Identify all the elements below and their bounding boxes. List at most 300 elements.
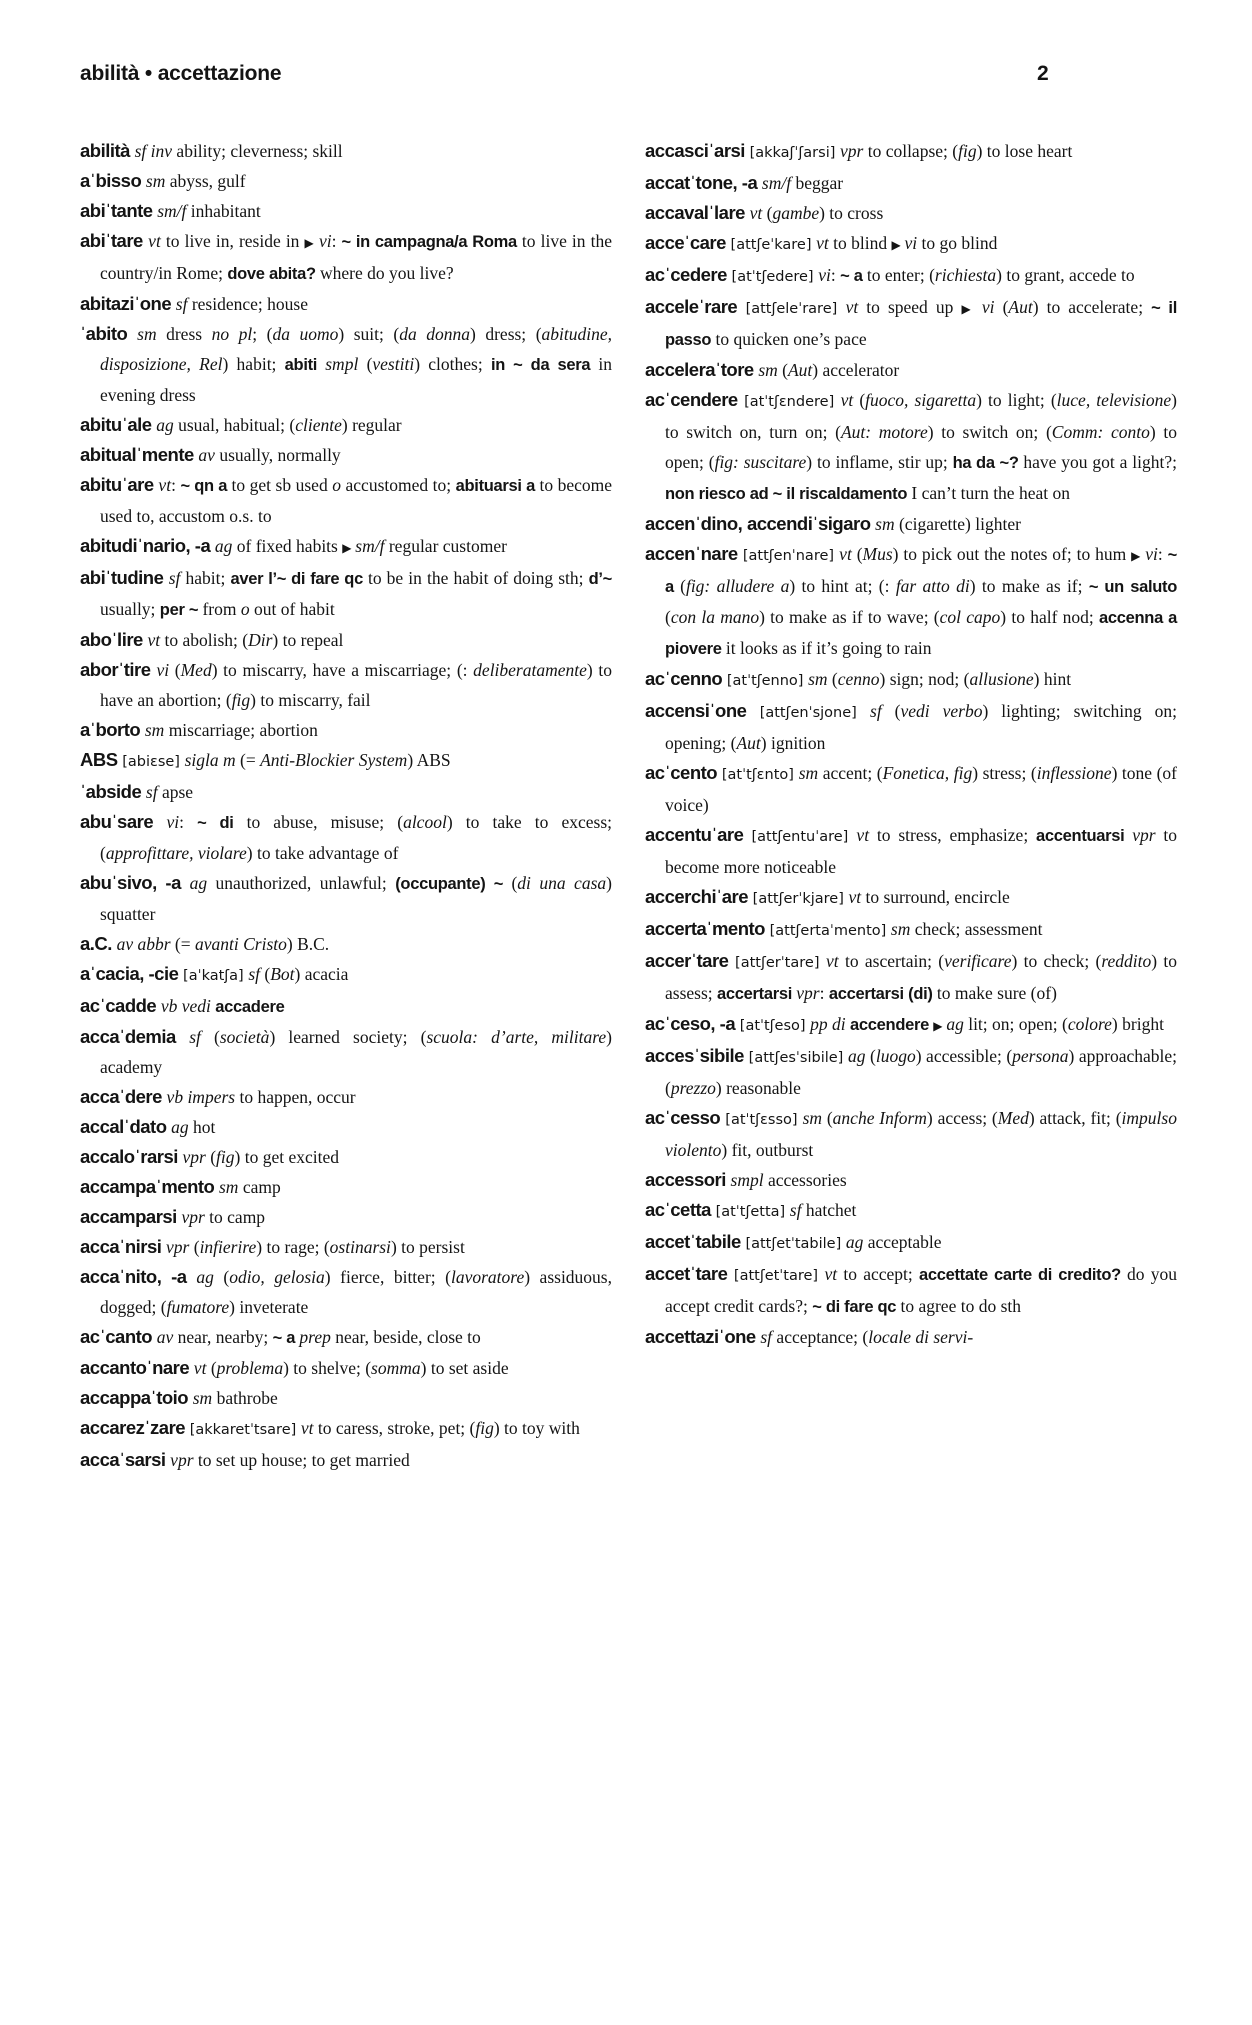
dictionary-entry: [80, 1232, 612, 1262]
italic-label: locale di servi-: [868, 1327, 974, 1347]
text: ) assiduous, dogged; (: [100, 1267, 612, 1317]
italic-label: sm/f: [157, 201, 191, 221]
dictionary-entry: [645, 198, 1177, 228]
italic-label: verificare: [944, 951, 1012, 971]
triangle-icon: ▶: [961, 302, 982, 316]
headword: accaˈnirsi: [80, 1236, 167, 1257]
dictionary-entry: [80, 868, 612, 929]
italic-label: vpr: [166, 1237, 194, 1257]
italic-label: prep: [299, 1327, 336, 1347]
italic-label: vb vedi: [160, 996, 216, 1016]
text: habit;: [185, 568, 231, 588]
bold-phrase: accenna a piovere: [665, 609, 1177, 658]
text: unauthorized, unlawful;: [215, 873, 396, 893]
headword: abitualˈmente: [80, 444, 199, 465]
italic-label: vpr: [181, 1207, 210, 1227]
text: to accept;: [843, 1264, 919, 1284]
text: to camp: [209, 1207, 266, 1227]
dictionary-entry: [80, 563, 612, 625]
phonetic: [attʃerˈkjare]: [752, 891, 849, 907]
text: (cigarette) lighter: [898, 514, 1021, 534]
text: ) academy: [100, 1027, 612, 1077]
italic-label: ostinarsi: [329, 1237, 391, 1257]
text: (: [210, 1147, 217, 1167]
text: beggar: [795, 173, 844, 193]
bold-phrase: accentuarsi: [1036, 827, 1133, 845]
bold-phrase: ~ il passo: [665, 299, 1177, 349]
text: to surround, encircle: [865, 887, 1010, 907]
text: residence; house: [191, 294, 308, 314]
text: to be in the habit of doing sth;: [367, 568, 589, 588]
text: to quicken one’s pace: [715, 329, 867, 349]
text: :: [830, 265, 841, 285]
dictionary-entry: [645, 168, 1177, 198]
italic-label: col capo: [939, 607, 1001, 627]
dictionary-entry: [80, 1142, 612, 1172]
text: ) to rage; (: [256, 1237, 330, 1257]
italic-label: fig: [958, 141, 977, 161]
italic-label: colore: [1067, 1014, 1112, 1034]
text: do you accept credit cards?;: [665, 1264, 1178, 1316]
italic-label: sf: [145, 782, 162, 802]
triangle-icon: ▶: [891, 238, 905, 252]
bold-phrase: accadere: [215, 998, 285, 1016]
dictionary-entry: [80, 289, 612, 319]
dictionary-entry: [80, 1082, 612, 1112]
text: usual, habitual; (: [178, 415, 296, 435]
text: regular customer: [388, 536, 507, 556]
text: ability; cleverness; skill: [176, 141, 343, 161]
text: ) to inflame, stir up;: [806, 452, 953, 472]
text: to blind: [833, 233, 892, 253]
headword: accaˈdemia: [80, 1026, 190, 1047]
phonetic: [attʃesˈsibile]: [748, 1050, 849, 1066]
italic-label: Bot: [270, 964, 295, 984]
dictionary-entry: [645, 1165, 1177, 1195]
text: ) accelerator: [812, 360, 900, 380]
text: acceptance; (: [776, 1327, 869, 1347]
italic-label: sf: [189, 1027, 215, 1047]
headword: abituˈale: [80, 414, 157, 435]
dictionary-entry: [80, 1445, 612, 1475]
italic-label: allusione: [969, 669, 1034, 689]
text: (: [193, 1237, 200, 1257]
italic-label: vi: [318, 231, 332, 251]
text: ) tone (of voice): [665, 763, 1178, 815]
text: ) to make as if;: [969, 576, 1089, 596]
text: to become used to, accustom o.s. to: [100, 475, 612, 526]
italic-label: reddito: [1101, 951, 1152, 971]
phonetic: [attʃerˈtare]: [735, 955, 827, 971]
phonetic: [akkaʃˈʃarsi]: [749, 145, 840, 161]
triangle-icon: ▶: [342, 541, 356, 555]
bold-phrase: accertarsi: [717, 985, 797, 1003]
text: (: [831, 669, 838, 689]
text: ) acacia: [294, 964, 349, 984]
italic-label: di una casa: [517, 873, 607, 893]
phonetic: [attʃenˈsjone]: [759, 705, 871, 721]
text: ) to repeal: [272, 630, 344, 650]
headword: acceˈcare: [645, 232, 731, 253]
text: abyss, gulf: [169, 171, 246, 191]
italic-label: vt: [300, 1418, 318, 1438]
text: (: [366, 354, 373, 374]
text: dress: [166, 324, 212, 344]
bold-phrase: non riesco ad ~ il riscaldamento: [665, 485, 912, 503]
italic-label: vedi verbo: [900, 701, 983, 721]
headword: acˈcento: [645, 762, 722, 783]
text: (: [859, 390, 866, 410]
text: lit; on; open; (: [968, 1014, 1068, 1034]
bold-phrase: ~ a: [840, 267, 867, 285]
headword: accaˈdere: [80, 1086, 167, 1107]
dictionary-entry: [80, 1262, 612, 1322]
text: (: [870, 1046, 876, 1066]
text: to abuse, misuse; (: [246, 812, 404, 832]
dictionary-entry: [645, 664, 1177, 696]
italic-label: sm: [798, 763, 823, 783]
italic-label: sm: [137, 324, 167, 344]
text: ) to grant, accede to: [996, 265, 1135, 285]
phonetic: [attʃetˈtabile]: [745, 1236, 846, 1252]
text: to caress, stroke, pet; (: [317, 1418, 476, 1438]
text: (: [264, 964, 271, 984]
text: (: [511, 873, 518, 893]
dictionary-entry: [645, 1322, 1177, 1352]
triangle-icon: ▶: [1131, 549, 1146, 563]
text: ) dress; (: [470, 324, 542, 344]
italic-label: pp di: [810, 1014, 851, 1034]
headword: accentuˈare: [645, 824, 752, 845]
text: ) to miscarry, fail: [250, 690, 371, 710]
column-right: [645, 136, 1177, 1475]
text: ) to set aside: [420, 1358, 509, 1378]
headword: abituˈare: [80, 474, 159, 495]
text: near, nearby;: [177, 1327, 273, 1347]
italic-label: ag: [156, 415, 179, 435]
headword: abuˈsare: [80, 811, 167, 832]
text: ) regular: [341, 415, 402, 435]
text: ) fierce, bitter; (: [324, 1267, 451, 1287]
text: :: [179, 812, 198, 832]
bold-phrase: accendere: [850, 1016, 934, 1034]
bold-phrase: abiti: [284, 356, 326, 374]
headword: accettaziˈone: [645, 1326, 761, 1347]
headword: accerchiˈare: [645, 886, 753, 907]
italic-label: richiesta: [934, 265, 997, 285]
italic-label: vt: [147, 630, 165, 650]
dictionary-entry: [645, 946, 1177, 1009]
text: ) ignition: [760, 733, 826, 753]
italic-label: fig: [231, 690, 251, 710]
italic-label: luce, televisione: [1056, 390, 1172, 410]
text: ; (: [252, 324, 273, 344]
text: accessories: [767, 1170, 847, 1190]
text: accustomed to;: [345, 475, 456, 495]
phonetic: [atˈtʃeso]: [739, 1018, 811, 1034]
headword: ˈabito: [80, 323, 138, 344]
headword: a.C.: [80, 933, 117, 954]
headword: abitudiˈnario, -a: [80, 535, 215, 556]
headword: abiˈtare: [80, 230, 149, 251]
italic-label: vt: [856, 825, 877, 845]
headword: accantoˈnare: [80, 1357, 194, 1378]
text: ) to cross: [819, 203, 884, 223]
text: from: [202, 599, 241, 619]
italic-label: vpr: [170, 1450, 198, 1470]
text: it looks as if it’s going to rain: [725, 638, 932, 658]
headword: accenˈnare: [645, 543, 743, 564]
text: to become more noticeable: [665, 825, 1177, 877]
italic-label: con la mano: [670, 607, 760, 627]
italic-label: vt: [749, 203, 767, 223]
italic-label: vi: [166, 812, 180, 832]
bold-phrase: ~ a: [272, 1329, 300, 1347]
text: to agree to do sth: [900, 1296, 1021, 1316]
headword: accaˈsarsi: [80, 1449, 171, 1470]
dictionary-entry: [645, 385, 1177, 509]
text: apse: [161, 782, 194, 802]
headword: aˈcacia, -cie: [80, 963, 184, 984]
dictionary-entry: [80, 1112, 612, 1142]
italic-label: approfittare, violare: [105, 843, 247, 863]
italic-label: cliente: [295, 415, 342, 435]
phonetic: [attʃenˈnare]: [742, 548, 840, 564]
text: ) to toy with: [493, 1418, 580, 1438]
bold-phrase: aver l’~ di fare qc: [230, 570, 368, 588]
text: ) to light; (: [976, 390, 1057, 410]
italic-label: luogo: [875, 1046, 916, 1066]
italic-label: fig: alludere a: [685, 576, 790, 596]
italic-label: sm: [145, 171, 170, 191]
text: ) to switch on, turn on; (: [665, 390, 1177, 442]
text: to enter; (: [866, 265, 935, 285]
italic-label: sf inv: [134, 141, 177, 161]
headword: acˈcenno: [645, 668, 727, 689]
headword: acceleˈrare: [645, 296, 746, 317]
text: to get sb used: [231, 475, 333, 495]
text: ) to switch on; (: [927, 422, 1052, 442]
dictionary-entry: [80, 319, 612, 410]
text: to live in, reside in: [165, 231, 305, 251]
text: :: [819, 983, 829, 1003]
italic-label: vt: [826, 951, 845, 971]
phonetic: [atˈtʃɛndere]: [744, 394, 841, 410]
italic-label: somma: [371, 1358, 421, 1378]
text: ) to pick out the notes of; to hum: [892, 544, 1132, 564]
text: acceptable: [867, 1232, 942, 1252]
dictionary-entry: [80, 1383, 612, 1413]
text: (: [680, 576, 686, 596]
headword: acˈcesso: [645, 1107, 726, 1128]
headword: accalˈdato: [80, 1116, 172, 1137]
dictionary-entry: [80, 929, 612, 959]
page-header: [80, 62, 1172, 92]
text: :: [171, 475, 181, 495]
dictionary-entry: [645, 1041, 1177, 1103]
italic-label: sf: [248, 964, 265, 984]
italic-label: vi: [981, 297, 1003, 317]
italic-label: sf: [760, 1327, 777, 1347]
text: have you got a light?;: [1023, 452, 1177, 472]
triangle-icon: ▶: [933, 1019, 947, 1033]
italic-label: smpl: [730, 1170, 768, 1190]
dictionary-entry: [645, 758, 1177, 820]
phonetic: [attʃertaˈmento]: [769, 923, 891, 939]
italic-label: Aut: [787, 360, 813, 380]
phonetic: [atˈtʃetta]: [715, 1204, 790, 1220]
italic-label: no pl: [211, 324, 253, 344]
italic-label: da donna: [399, 324, 470, 344]
italic-label: vb impers: [166, 1087, 240, 1107]
italic-label: vt: [845, 297, 867, 317]
italic-label: sf: [175, 294, 192, 314]
italic-label: alcool: [403, 812, 447, 832]
dictionary-entry: [80, 410, 612, 440]
phonetic: [akkaretˈtsare]: [189, 1422, 301, 1438]
headword: abilità: [80, 140, 135, 161]
text: ) stress; (: [972, 763, 1037, 783]
text: where do you live?: [320, 263, 454, 283]
headword: accesˈsibile: [645, 1045, 749, 1066]
italic-label: vi: [156, 660, 175, 680]
italic-label: Med: [997, 1108, 1029, 1128]
italic-label: deliberatamente: [473, 660, 587, 680]
text: ) to accelerate;: [1032, 297, 1152, 317]
italic-label: lavoratore: [450, 1267, 525, 1287]
dictionary-entry: [80, 715, 612, 745]
text: to collapse; (: [867, 141, 959, 161]
italic-label: scuola: d’arte, militare: [426, 1027, 607, 1047]
italic-label: Aut: [736, 733, 761, 753]
dictionary-entry: [645, 696, 1177, 758]
italic-label: vt: [840, 390, 860, 410]
italic-label: vt: [158, 475, 172, 495]
text: usually, normally: [219, 445, 341, 465]
dictionary-entry: [645, 355, 1177, 385]
text: ) fit, outburst: [721, 1140, 814, 1160]
headword: acceleraˈtore: [645, 359, 759, 380]
bold-phrase: in ~ da sera: [490, 356, 599, 374]
dictionary-entry: [80, 655, 612, 715]
headword: abiˈtante: [80, 200, 158, 221]
headword: acˈceso, -a: [645, 1013, 740, 1034]
italic-label: da uomo: [272, 324, 339, 344]
text: ) to lose heart: [976, 141, 1073, 161]
italic-label: far atto di: [895, 576, 970, 596]
italic-label: Dir: [248, 630, 273, 650]
dictionary-entry: [80, 959, 612, 991]
italic-label: Anti-Blockier System: [260, 750, 408, 770]
phonetic: [aˈkatʃa]: [183, 968, 249, 984]
italic-label: Aut: motore: [840, 422, 928, 442]
italic-label: ag: [189, 873, 216, 893]
italic-label: abitudine, disposizione, Rel: [100, 324, 613, 374]
dictionary-entry: [80, 531, 612, 563]
bold-phrase: ~ qn a: [180, 477, 232, 495]
text: ) to half nod;: [1000, 607, 1100, 627]
text: :: [1157, 544, 1168, 564]
italic-label: sm: [802, 1108, 827, 1128]
text: (: [856, 544, 863, 564]
italic-label: o: [240, 599, 255, 619]
text: ) to check; (: [1011, 951, 1102, 971]
dictionary-entry: [80, 226, 612, 289]
text: (: [665, 607, 671, 627]
dictionary-entry: [80, 1022, 612, 1082]
text: ) habit;: [222, 354, 285, 374]
text: ) inveterate: [229, 1297, 309, 1317]
text: miscarriage; abortion: [168, 720, 318, 740]
italic-label: smpl: [325, 354, 367, 374]
headword: accerˈtare: [645, 950, 736, 971]
italic-label: av: [156, 1327, 178, 1347]
text: usually;: [100, 599, 160, 619]
text: (: [210, 1358, 217, 1378]
italic-label: vpr: [182, 1147, 211, 1167]
dictionary-entry: [80, 1353, 612, 1383]
text: ) suit; (: [338, 324, 400, 344]
italic-label: vi: [1145, 544, 1158, 564]
triangle-icon: ▶: [304, 236, 319, 250]
text: (: [1002, 297, 1009, 317]
italic-label: vt: [824, 1264, 844, 1284]
italic-label: ag: [845, 1232, 868, 1252]
headword: accetˈtabile: [645, 1231, 746, 1252]
text: ) to have an abortion; (: [100, 660, 612, 710]
italic-label: ag: [171, 1117, 194, 1137]
dictionary-entry: [80, 777, 612, 807]
headword: accenˈdino, accendiˈsigaro: [645, 513, 876, 534]
text: ) bright: [1111, 1014, 1164, 1034]
text: ) to take advantage of: [246, 843, 399, 863]
text: camp: [242, 1177, 281, 1197]
headword: accarezˈzare: [80, 1417, 190, 1438]
phonetic: [atˈtʃɛnto]: [721, 767, 799, 783]
text: ) approachable; (: [665, 1046, 1177, 1098]
text: (=: [174, 934, 195, 954]
text: ) sign; nod; (: [879, 669, 970, 689]
dictionary-entry: [80, 991, 612, 1022]
headword: accertaˈmento: [645, 918, 770, 939]
italic-label: sm: [875, 514, 899, 534]
headword: aboˈlire: [80, 629, 148, 650]
text: ) to make as if to wave; (: [759, 607, 940, 627]
headword: acˈcadde: [80, 995, 161, 1016]
dictionary-entry: [645, 509, 1177, 539]
headword: acˈcetta: [645, 1199, 716, 1220]
headword: accatˈtone, -a: [645, 172, 762, 193]
text: to abolish; (: [164, 630, 249, 650]
headword: accamparsi: [80, 1206, 182, 1227]
phonetic: [atˈtʃenno]: [726, 673, 809, 689]
headword: accaloˈrarsi: [80, 1146, 183, 1167]
phonetic: [abiɛse]: [122, 754, 185, 770]
dictionary-entry: [645, 539, 1177, 664]
italic-label: vt: [839, 544, 857, 564]
text: to speed up: [866, 297, 962, 317]
text: ) clothes;: [414, 354, 491, 374]
text: hot: [193, 1117, 216, 1137]
text: check; assessment: [914, 919, 1043, 939]
dictionary-entry: [80, 1322, 612, 1353]
italic-label: vt: [193, 1358, 211, 1378]
dictionary-entry: [645, 1103, 1177, 1165]
text: (: [174, 660, 181, 680]
dictionary-entry: [645, 292, 1177, 355]
italic-label: società: [219, 1027, 270, 1047]
text: inhabitant: [190, 201, 261, 221]
